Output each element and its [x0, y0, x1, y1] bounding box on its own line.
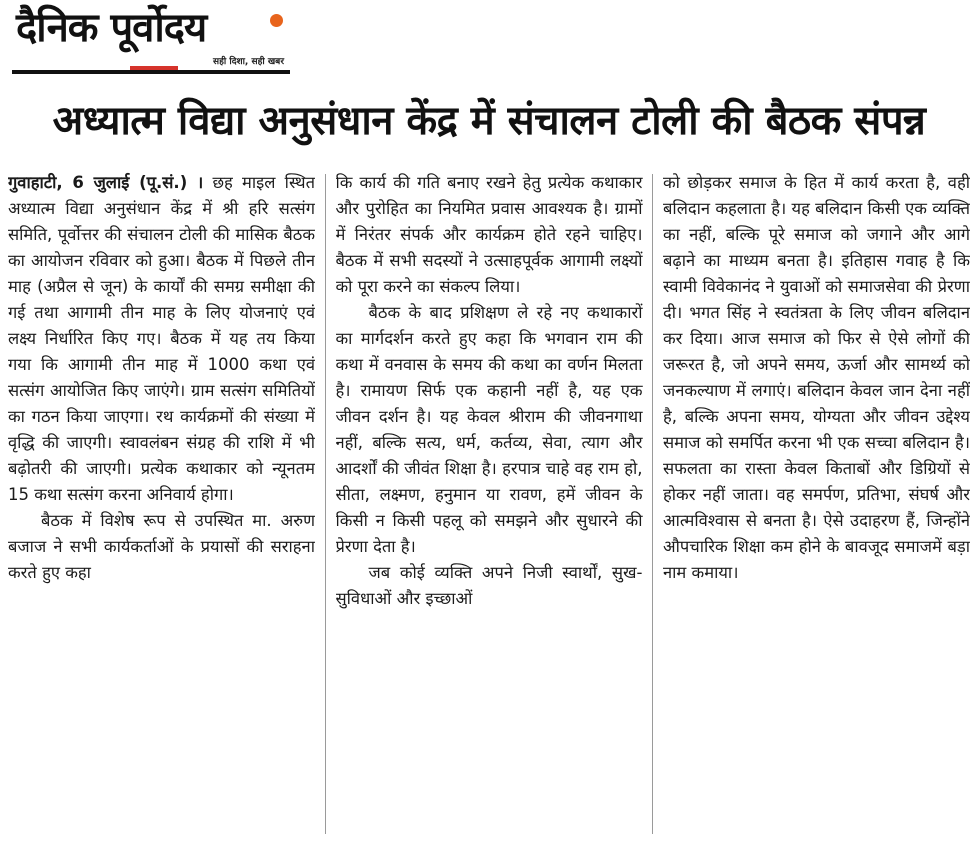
article-column-3	[663, 170, 970, 842]
article-body	[8, 170, 970, 842]
masthead-rule	[12, 70, 290, 74]
masthead-title: दैनिक पूर्वोदय	[16, 5, 207, 51]
column-3-paragraph-1: को छोड़कर समाज के हित में कार्य करता है, वही बलिदान कहलाता है। यह बलिदान किसी एक व्यक्ति का नहीं, बल्कि पूरे समाज को जगाने और आगे बढ़ाने का माध्यम बनता है। इतिहास गवाह है कि स्वामी विवेकानंद ने युवाओं को समाजसेवा की प्रेरणा दी। भगत सिंह ने स्वतंत्रता के लिए जीवन बलिदान कर दिया। आज समाज को फिर से ऐसे लोगों की जरूरत है, जो अपने समय, ऊर्जा और सामर्थ्य को जनकल्याण में लगाएं। बलिदान केवल जान देना नहीं है, बल्कि अपना समय, योग्यता और जीवन उद्देश्य समाज को समर्पित करना भी एक सच्चा बलिदान है। सफलता का रास्ता केवल किताबों और डिग्रियों से होकर नहीं जाता। वह समर्पण, प्रतिभा, संघर्ष और आत्मविश्वास से बनता है। ऐसे उदाहरण हैं, जिन्होंने औपचारिक शिक्षा कम होने के बावजूद समाजमें बड़ा नाम कमाया।	[663, 173, 970, 582]
masthead-dot-icon	[270, 14, 283, 27]
column-divider	[652, 174, 653, 834]
article-headline: अध्यात्म विद्या अनुसंधान केंद्र में संचालन टोली की बैठक संपन्न	[52, 98, 926, 144]
column-divider	[325, 174, 326, 834]
column-1-text-1: छह माइल स्थित अध्यात्म विद्या अनुसंधान केंद्र में श्री हरि सत्संग समिति, पूर्वोत्तर की संचालन टोली की मासिक बैठक का आयोजन रविवार को हुआ। बैठक में पिछले तीन माह (अप्रैल से जून) के कार्यों की समग्र समीक्षा की गई तथा आगामी तीन माह के लिए योजनाएं एवं लक्ष्य निर्धारित किए गए। बैठक में यह तय किया गया कि आगामी तीन माह में 1000 कथा एवं सत्संग आयोजित किए जाएंगे। ग्राम सत्संग समितियों का गठन किया जाएगा। रथ कार्यक्रमों की संख्या में वृद्धि की जाएगी। स्वावलंबन संग्रह की राशि में भी बढ़ोतरी की जाएगी। प्रत्येक कथाकार को न्यूनतम 15 कथा सत्संग करना अनिवार्य होगा।	[8, 173, 315, 504]
column-1-paragraph-1	[8, 170, 315, 508]
dateline: गुवाहाटी, 6 जुलाई (पू.सं.) ।	[8, 173, 204, 192]
column-1-paragraph-2: बैठक में विशेष रूप से उपस्थित मा. अरुण बजाज ने सभी कार्यकर्ताओं के प्रयासों की सराहना करते हुए कहा	[8, 511, 315, 582]
column-2-paragraph-2: बैठक के बाद प्रशिक्षण ले रहे नए कथाकारों का मार्गदर्शन करते हुए कहा कि भगवान राम की कथा में वनवास के समय की कथा का वर्णन मिलता है। रामायण सिर्फ एक कहानी नहीं है, यह एक जीवन दर्शन है। यह केवल श्रीराम की जीवनगाथा नहीं, बल्कि सत्य, धर्म, कर्तव्य, सेवा, त्याग और आदर्शों की जीवंत शिक्षा है। हरपात्र चाहे वह राम हो, सीता, लक्ष्मण, हनुमान या रावण, हमें जीवन के किसी न किसी पहलू को समझने और सुधारने की प्रेरणा देता है।	[335, 303, 643, 556]
article-column-1	[8, 170, 315, 842]
masthead-tagline: सही दिशा, सही खबर	[213, 57, 284, 67]
column-2-paragraph-1: कि कार्य की गति बनाए रखने हेतु प्रत्येक कथाकार और पुरोहित का नियमित प्रवास आवश्यक है। ग्रामों में निरंतर संपर्क और कार्यक्रम होते रहने चाहिए। बैठक में सभी सदस्यों ने उत्साहपूर्वक आगामी लक्ष्यों को पूरा करने का संकल्प लिया।	[335, 173, 643, 296]
article-column-2	[336, 170, 643, 842]
column-2-paragraph-3: जब कोई व्यक्ति अपने निजी स्वार्थों, सुख-सुविधाओं और इच्छाओं	[335, 563, 643, 608]
masthead	[12, 2, 290, 74]
